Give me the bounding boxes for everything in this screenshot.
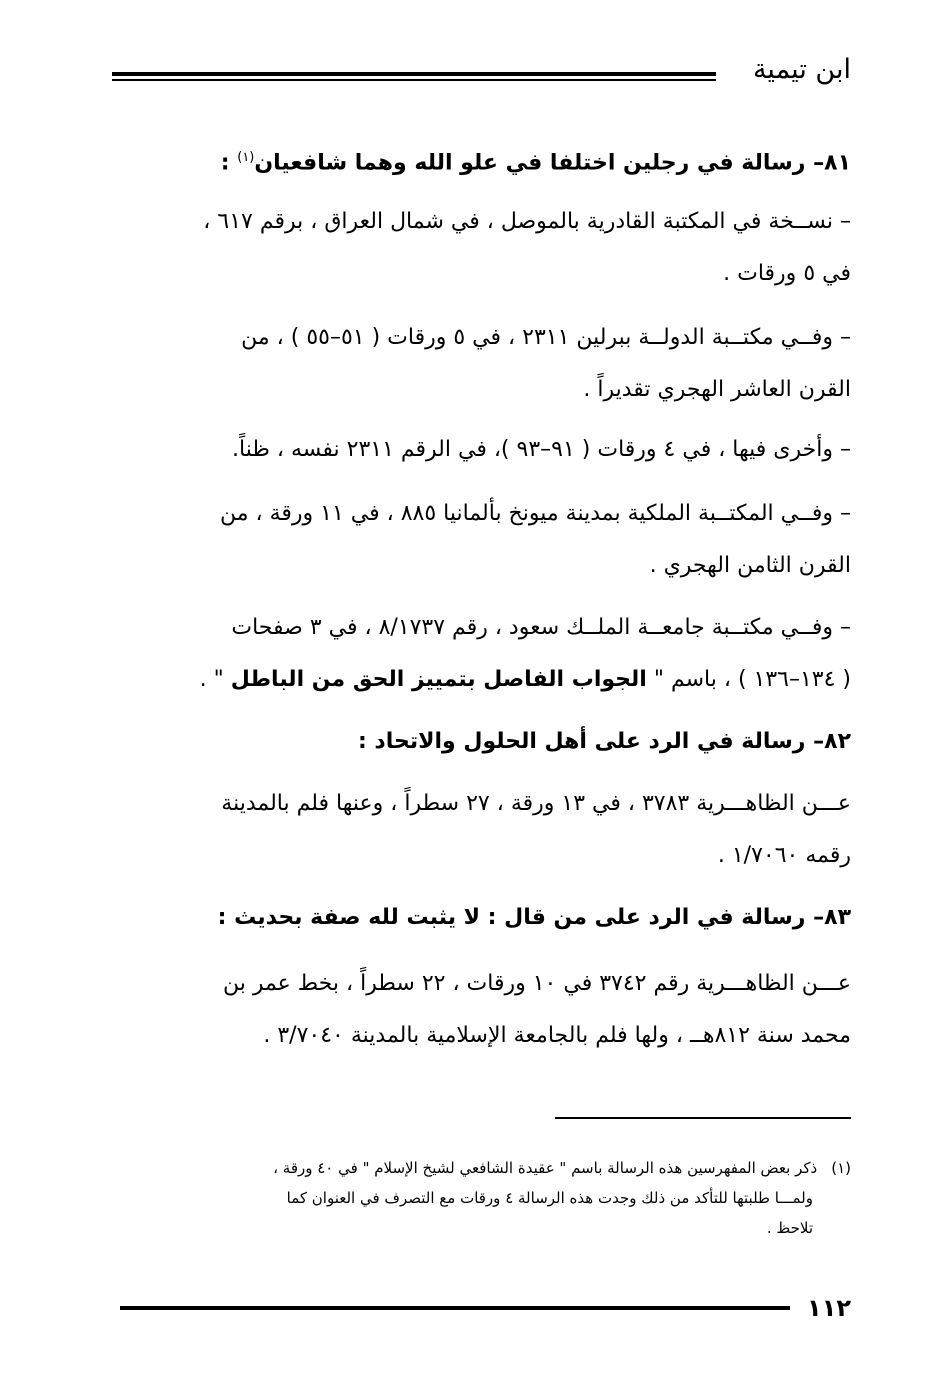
footnote-ref: (١) xyxy=(237,150,255,165)
footnote-line: ذكر بعض المفهرسين هذه الرسالة باسم " عقيدة الشافعي لشيخ الإسلام " في ٤٠ ورقة ، xyxy=(273,1159,818,1177)
header-rule-thick xyxy=(112,72,716,76)
text-line: القرن العاشر الهجري تقديراً . xyxy=(583,377,851,402)
entry-83-heading: ٨٣– رسالة في الرد على من قال : لا يثبت لله صفة بحديث : xyxy=(217,905,851,930)
text-line: – نســخة في المكتبة القادرية بالموصل ، في شمال العراق ، برقم ٦١٧ ، xyxy=(203,209,851,234)
text-line: عـــن الظاهـــرية ٣٧٨٣ ، في ١٣ ورقة ، ٢٧ سطراً ، وعنها فلم بالمدينة xyxy=(221,791,851,816)
text-line: – وفــي مكتــبة الدولــة ببرلين ٢٣١١ ، في ٥ ورقات ( ٥١–٥٥ ) ، من xyxy=(241,325,851,350)
entry-81-title: ٨١– رسالة في رجلين اختلفا في علو الله وهما شافعيان xyxy=(254,150,851,176)
text-segment: ( ١٣٤–١٣٦ ) ، باسم " xyxy=(646,667,851,692)
footnote-number: (١) xyxy=(831,1159,851,1177)
text-line: محمد سنة ٨١٢هــ ، ولها فلم بالجامعة الإسلامية بالمدينة ٣/٧٠٤٠ . xyxy=(263,1023,851,1048)
text-line: رقمه ١/٧٠٦٠ . xyxy=(717,843,851,868)
entry-81-item-3 xyxy=(113,424,851,476)
footnote-line: ولمـــا طلبتها للتأكد من ذلك وجدت هذه الرسالة ٤ ورقات مع التصرف في العنوان كما xyxy=(286,1189,813,1207)
text-line: القرن الثامن الهجري . xyxy=(649,553,851,578)
text-line xyxy=(113,654,851,706)
footnote-line: تلاحظ . xyxy=(766,1219,813,1237)
text-line: – وفــي المكتــبة الملكية بمدينة ميونخ بألمانيا ٨٨٥ ، في ١١ ورقة ، من xyxy=(219,501,851,526)
entry-82-heading: ٨٢– رسالة في الرد على أهل الحلول والاتحاد : xyxy=(357,729,851,754)
entry-81-colon: : xyxy=(220,150,238,176)
footnote xyxy=(113,1153,851,1243)
text-line: في ٥ ورقات . xyxy=(723,261,851,286)
running-header-title: ابن تيمية xyxy=(752,54,851,85)
footer-rule xyxy=(120,1306,790,1310)
manuscript-title: الجواب الفاصل بتمييز الحق من الباطل xyxy=(230,667,647,692)
entry-82-item-1 xyxy=(113,778,851,882)
text-segment: " . xyxy=(199,667,231,692)
text-line: – وأخرى فيها ، في ٤ ورقات ( ٩١–٩٣ )، في الرقم ٢٣١١ نفسه ، ظناً. xyxy=(232,437,851,462)
footnote-separator xyxy=(555,1117,851,1119)
header-rule-thin xyxy=(112,79,716,81)
entry-81-item-2 xyxy=(113,312,851,416)
entry-83-item-1 xyxy=(113,958,851,1062)
entry-81-item-5 xyxy=(113,602,851,706)
page-number: ١١٢ xyxy=(807,1294,851,1322)
entry-81-item-1 xyxy=(113,196,851,300)
entry-81-item-4 xyxy=(113,488,851,592)
entry-81-heading xyxy=(113,132,851,189)
text-line: – وفــي مكتــبة جامعــة الملــك سعود ، رقم ٨/١٧٣٧ ، في ٣ صفحات xyxy=(231,615,851,640)
text-line: عـــن الظاهـــرية رقم ٣٧٤٢ في ١٠ ورقات ، ٢٢ سطراً ، بخط عمر بن xyxy=(222,971,851,996)
